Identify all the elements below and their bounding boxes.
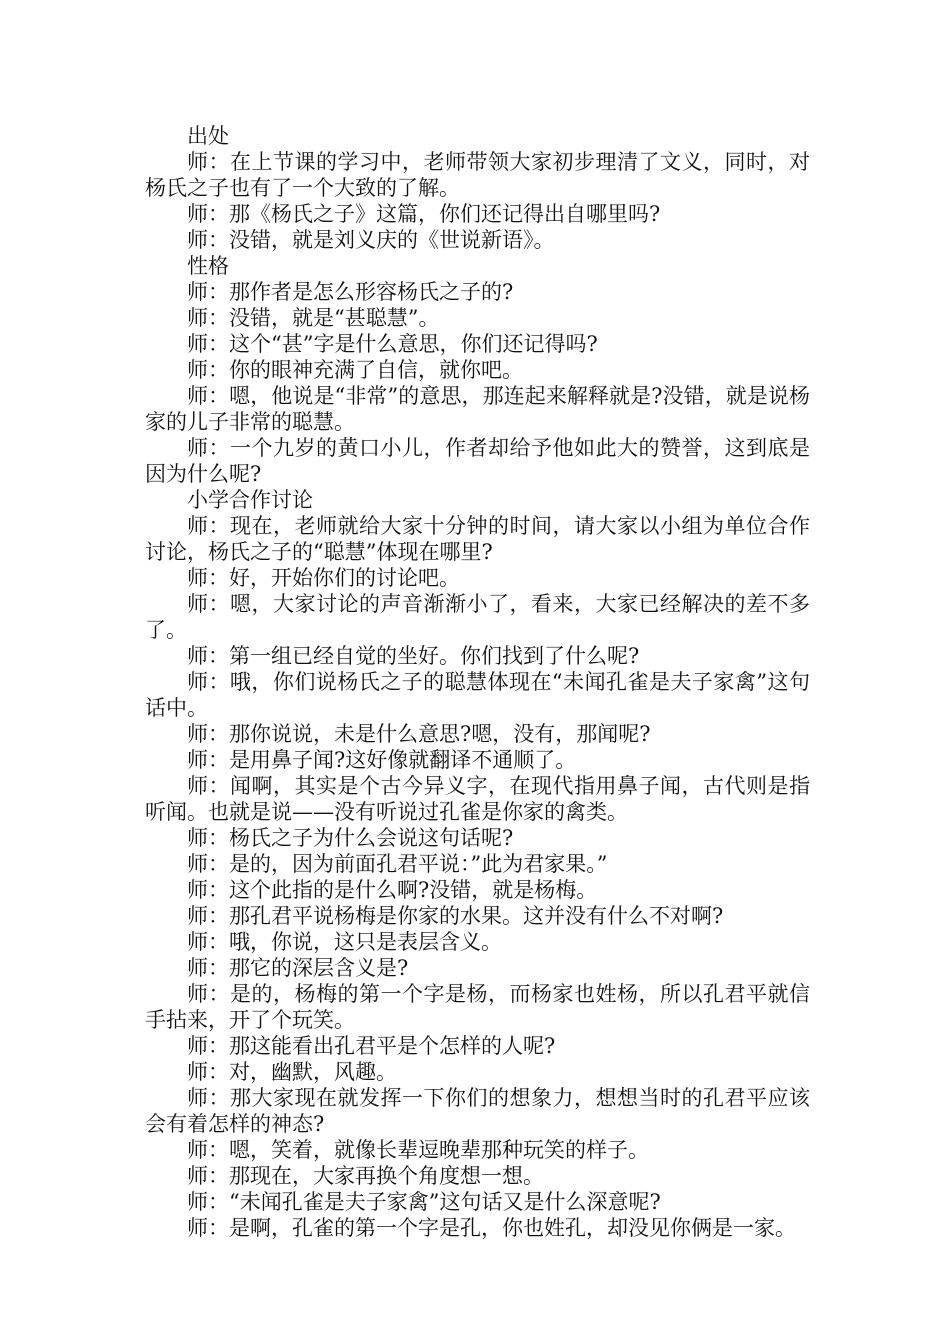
dialogue-paragraph: 师：好，开始你们的讨论吧。 <box>187 566 460 590</box>
dialogue-paragraph: 师：在上节课的学习中，老师带领大家初步理清了文义，同时，对杨氏之子也有了一个大致的了解。 <box>145 150 810 200</box>
dialogue-paragraph: 师：那你说说，未是什么意思?嗯，没有，那闻呢? <box>187 722 651 746</box>
dialogue-paragraph: 师：是啊，孔雀的第一个字是孔，你也姓孔，却没见你俩是一家。 <box>187 1216 796 1240</box>
dialogue-paragraph: 师：你的眼神充满了自信，就你吧。 <box>187 358 523 382</box>
dialogue-paragraph: 师：是的，因为前面孔君平说：”此为君家果。” <box>187 852 608 876</box>
dialogue-paragraph: 师：是的，杨梅的第一个字是杨，而杨家也姓杨，所以孔君平就信手拈来，开了个玩笑。 <box>145 982 810 1032</box>
dialogue-paragraph: 师：是用鼻子闻?这好像就翻译不通顺了。 <box>187 748 577 772</box>
dialogue-paragraph: 师：那它的深层含义是? <box>187 956 409 980</box>
dialogue-paragraph: 师：“未闻孔雀是夫子家禽”这句话又是什么深意呢? <box>187 1190 661 1214</box>
dialogue-paragraph: 师：那《杨氏之子》这篇，你们还记得出自哪里吗? <box>187 202 661 226</box>
dialogue-paragraph: 师：没错，就是“甚聪慧”。 <box>187 306 440 330</box>
document-body <box>145 123 810 1241</box>
section-heading: 小学合作讨论 <box>187 488 313 512</box>
dialogue-paragraph: 师：那大家现在就发挥一下你们的想象力，想想当时的孔君平应该会有着怎样的神态? <box>145 1086 810 1136</box>
dialogue-paragraph: 师：嗯，他说是“非常”的意思，那连起来解释就是?没错，就是说杨家的儿子非常的聪慧。 <box>145 384 810 434</box>
dialogue-paragraph: 师：这个“甚”字是什么意思，你们还记得吗? <box>187 332 598 356</box>
dialogue-paragraph: 师：嗯，大家讨论的声音渐渐小了，看来，大家已经解决的差不多了。 <box>145 592 810 642</box>
dialogue-paragraph: 师：这个此指的是什么啊?没错，就是杨梅。 <box>187 878 598 902</box>
dialogue-paragraph: 师：嗯，笑着，就像长辈逗晚辈那种玩笑的样子。 <box>187 1138 649 1162</box>
dialogue-paragraph: 师：那现在，大家再换个角度想一想。 <box>187 1164 544 1188</box>
dialogue-paragraph: 师：杨氏之子为什么会说这句话呢? <box>187 826 514 850</box>
dialogue-paragraph: 师：第一组已经自觉的坐好。你们找到了什么呢? <box>187 644 640 668</box>
dialogue-paragraph: 师：哦，你们说杨氏之子的聪慧体现在“未闻孔雀是夫子家禽”这句话中。 <box>145 670 810 720</box>
dialogue-paragraph: 师：没错，就是刘义庆的《世说新语》。 <box>187 228 555 252</box>
section-heading: 性格 <box>187 254 229 278</box>
dialogue-paragraph: 师：闻啊，其实是个古今异义字，在现代指用鼻子闻，古代则是指听闻。也就是说——没有听说过孔雀是你家的禽类。 <box>145 774 810 824</box>
section-heading: 出处 <box>187 124 229 148</box>
dialogue-paragraph: 师：一个九岁的黄口小儿，作者却给予他如此大的赞誉，这到底是因为什么呢? <box>145 436 810 486</box>
dialogue-paragraph: 师：对，幽默，风趣。 <box>187 1060 397 1084</box>
dialogue-paragraph: 师：那作者是怎么形容杨氏之子的? <box>187 280 514 304</box>
dialogue-paragraph: 师：现在，老师就给大家十分钟的时间，请大家以小组为单位合作讨论，杨氏之子的“聪慧”体现在哪里? <box>145 514 810 564</box>
dialogue-paragraph: 师：哦，你说，这只是表层含义。 <box>187 930 502 954</box>
dialogue-paragraph: 师：那这能看出孔君平是个怎样的人呢? <box>187 1034 556 1058</box>
dialogue-paragraph: 师：那孔君平说杨梅是你家的水果。这并没有什么不对啊? <box>187 904 724 928</box>
